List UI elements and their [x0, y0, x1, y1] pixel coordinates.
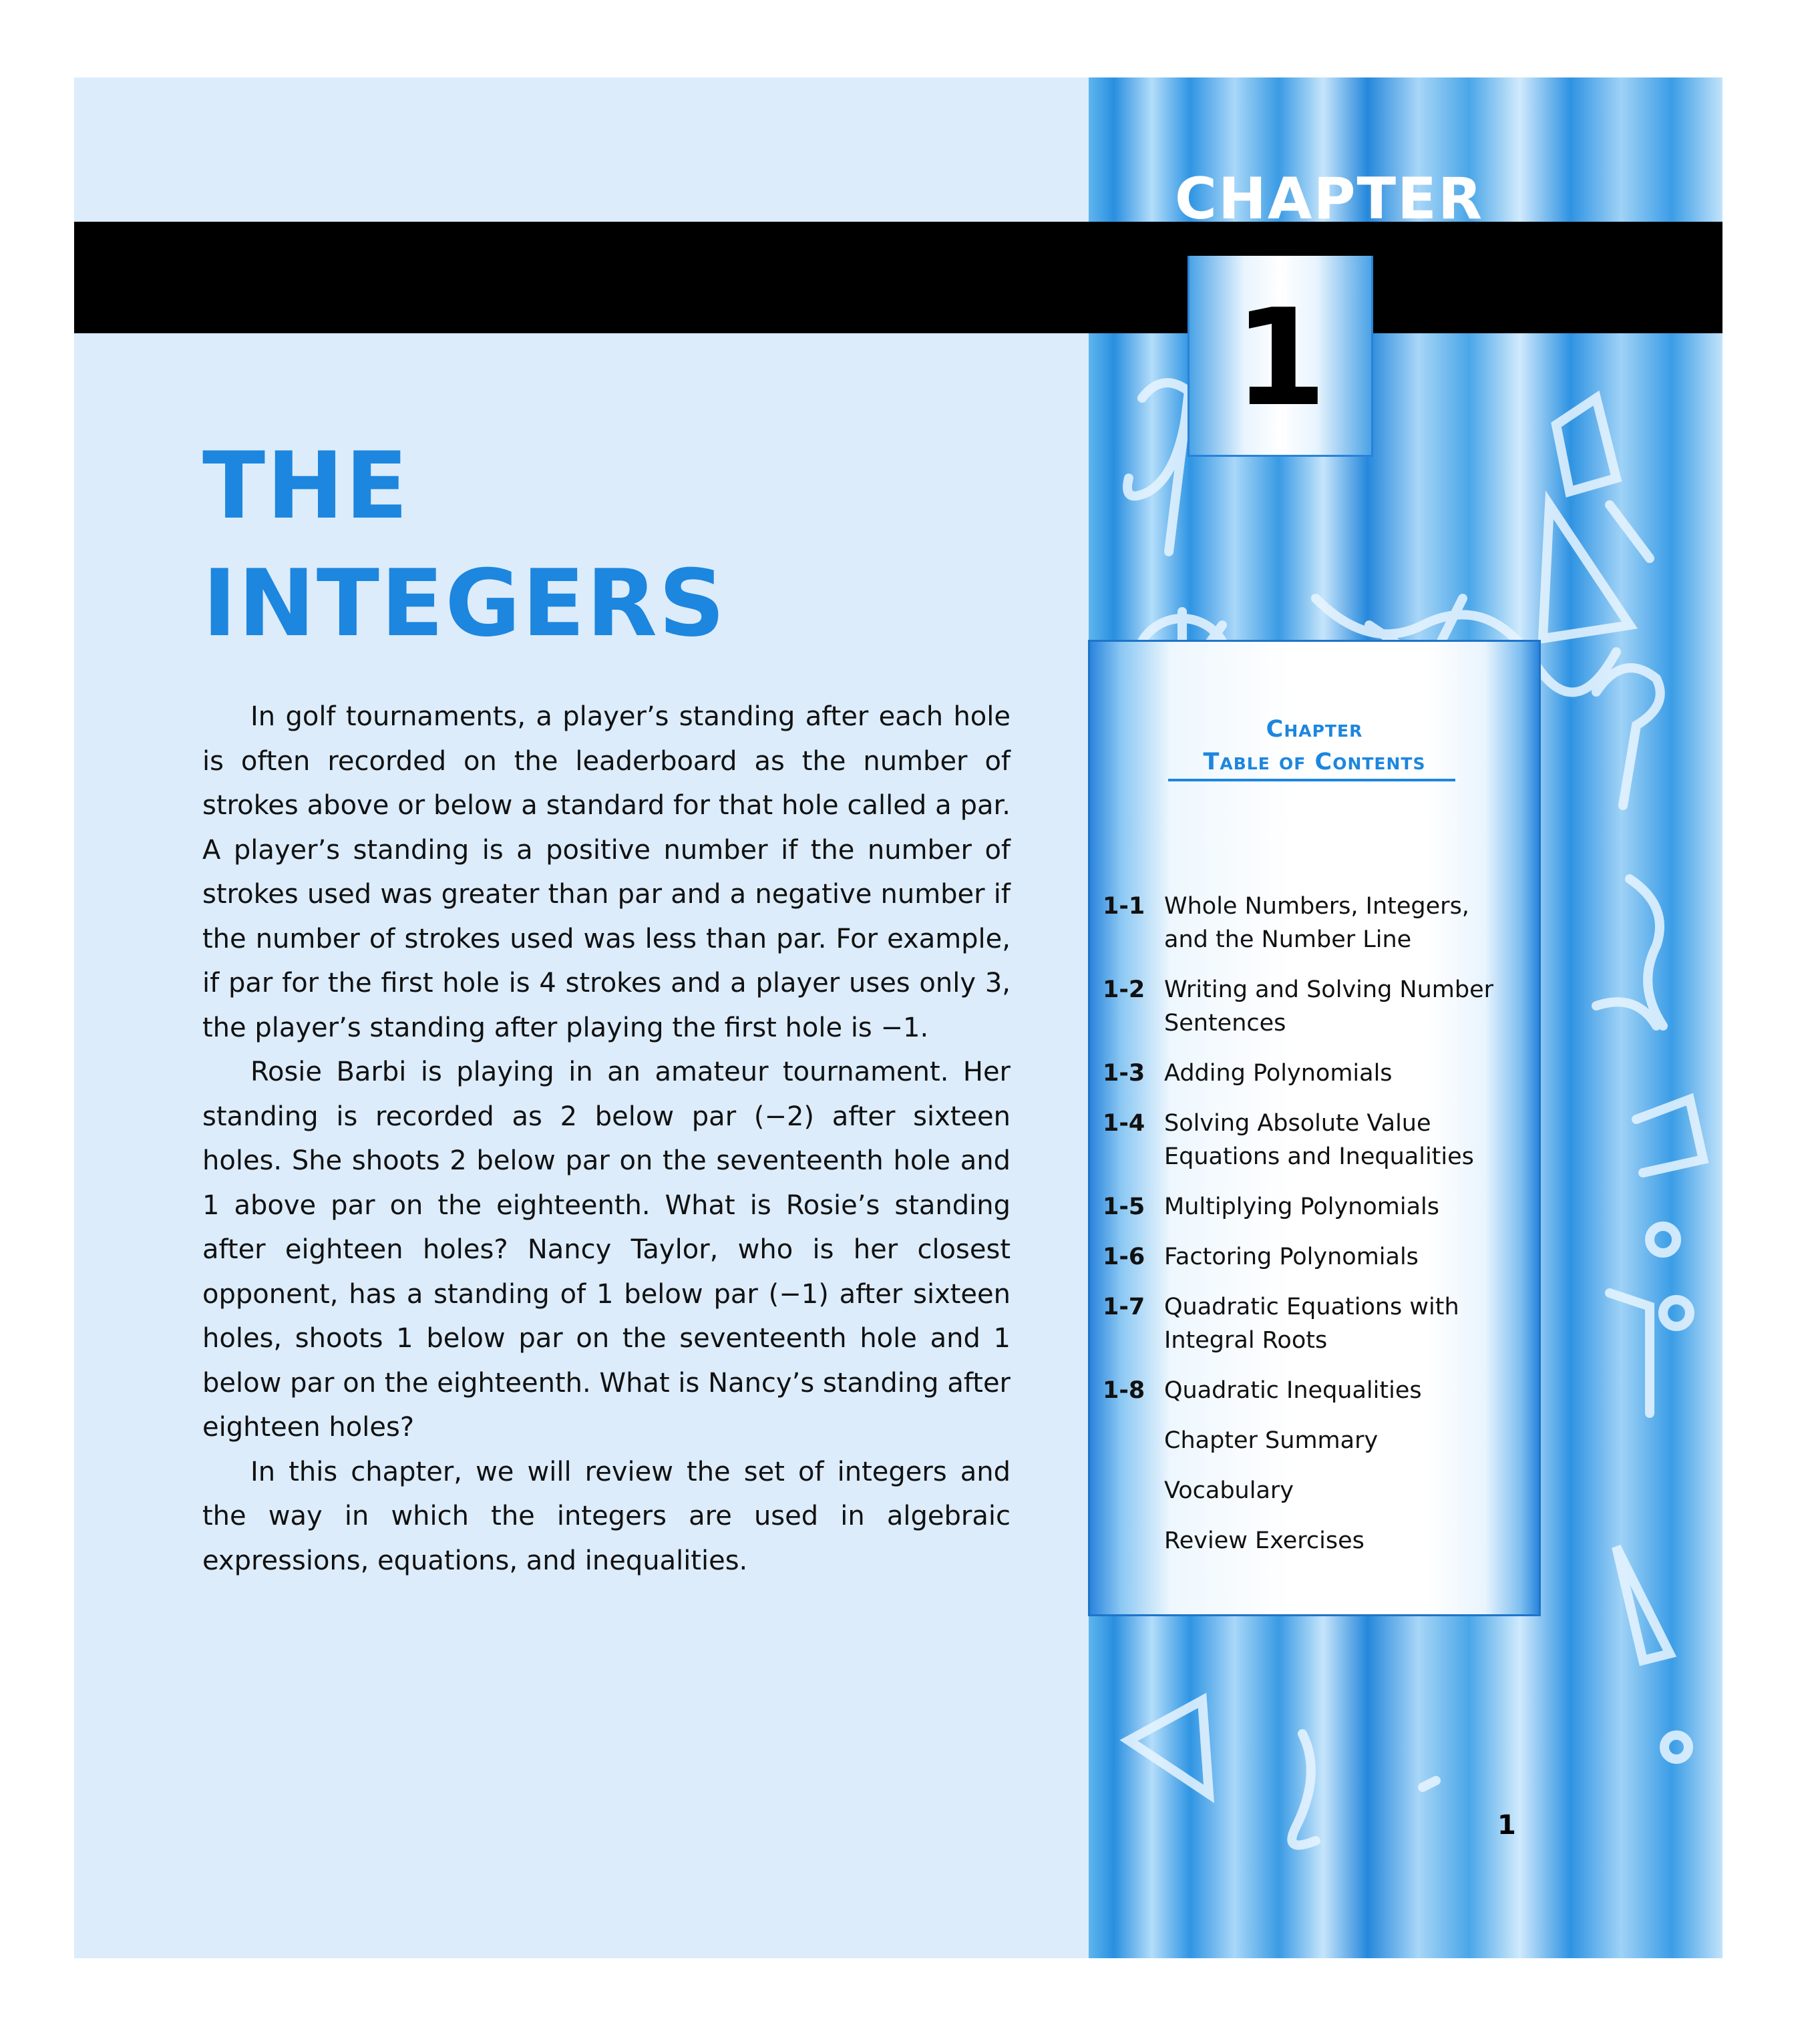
- toc-item-title: Vocabulary: [1164, 1477, 1294, 1504]
- title-line-1: THE: [202, 432, 409, 540]
- toc-item-title: Adding Polynomials: [1164, 1060, 1393, 1087]
- toc-item-number: 1-2: [1103, 976, 1145, 1003]
- chapter-number-box: [1188, 256, 1373, 457]
- title-line-2: INTEGERS: [202, 550, 727, 657]
- toc-item-title: Solving Absolute Value Equations and Inequalities: [1164, 1110, 1474, 1170]
- toc-item-title: Quadratic Equations with Integral Roots: [1164, 1294, 1459, 1354]
- toc-item-number: 1-3: [1103, 1060, 1145, 1087]
- intro-paragraph-2: Rosie Barbi is playing in an amateur tournament. Her standing is recorded as 2 below par (−2) after sixteen holes. She shoots 2 below par on the seventeenth hole and 1 above par on the eighteenth. What is Rosie’s standing after eighteen holes? Nancy Taylor, who is her closest opponent, has a standing of 1 below par (−1) after sixteen holes, shoots 1 below par on the seventeenth hole and 1 below par on the eighteenth. What is Nancy’s standing after eighteen holes?: [202, 1057, 1011, 1443]
- toc-item-title: Multiplying Polynomials: [1164, 1193, 1439, 1220]
- toc-item-title: Factoring Polynomials: [1164, 1244, 1419, 1270]
- chapter-number: 1: [1234, 281, 1327, 436]
- toc-item-title: Quadratic Inequalities: [1164, 1377, 1422, 1404]
- toc-item-number: 1-8: [1103, 1377, 1145, 1404]
- toc-item-title: Review Exercises: [1164, 1527, 1364, 1554]
- toc-item-number: 1-6: [1103, 1244, 1145, 1270]
- toc-item-number: 1-4: [1103, 1110, 1145, 1137]
- page-number: 1: [1497, 1810, 1516, 1841]
- chapter-title: [202, 427, 726, 663]
- toc-item-title: Writing and Solving Number Sentences: [1164, 976, 1494, 1037]
- chapter-label: CHAPTER: [1174, 166, 1484, 232]
- toc-item-number: 1-1: [1103, 893, 1145, 920]
- toc-heading-underline: [1168, 779, 1455, 781]
- toc-item-title: Whole Numbers, Integers, and the Number Line: [1164, 893, 1469, 953]
- toc-item-title: Chapter Summary: [1164, 1427, 1379, 1454]
- intro-paragraph-3: In this chapter, we will review the set of integers and the way in which the integers are used in algebraic expressions, equations, and inequalities.: [202, 1456, 1011, 1576]
- intro-text: [202, 695, 1011, 1583]
- toc-item-number: 1-5: [1103, 1193, 1145, 1220]
- intro-paragraph-1: In golf tournaments, a player’s standing after each hole is often recorded on the leaderboard as the number of strokes above or below a standard for that hole called a par. A player’s standing is a positive number if the number of strokes used was greater than par and a negative number if the number of strokes used was less than par. For example, if par for the first hole is 4 strokes and a player uses only 3, the player’s standing after playing the first hole is −1.: [202, 701, 1011, 1043]
- chapter-bar: [74, 222, 1722, 333]
- toc-heading-line-1: Chapter: [1266, 716, 1363, 743]
- toc-heading-line-2: Table of Contents: [1203, 749, 1426, 775]
- toc-item-number: 1-7: [1103, 1294, 1145, 1320]
